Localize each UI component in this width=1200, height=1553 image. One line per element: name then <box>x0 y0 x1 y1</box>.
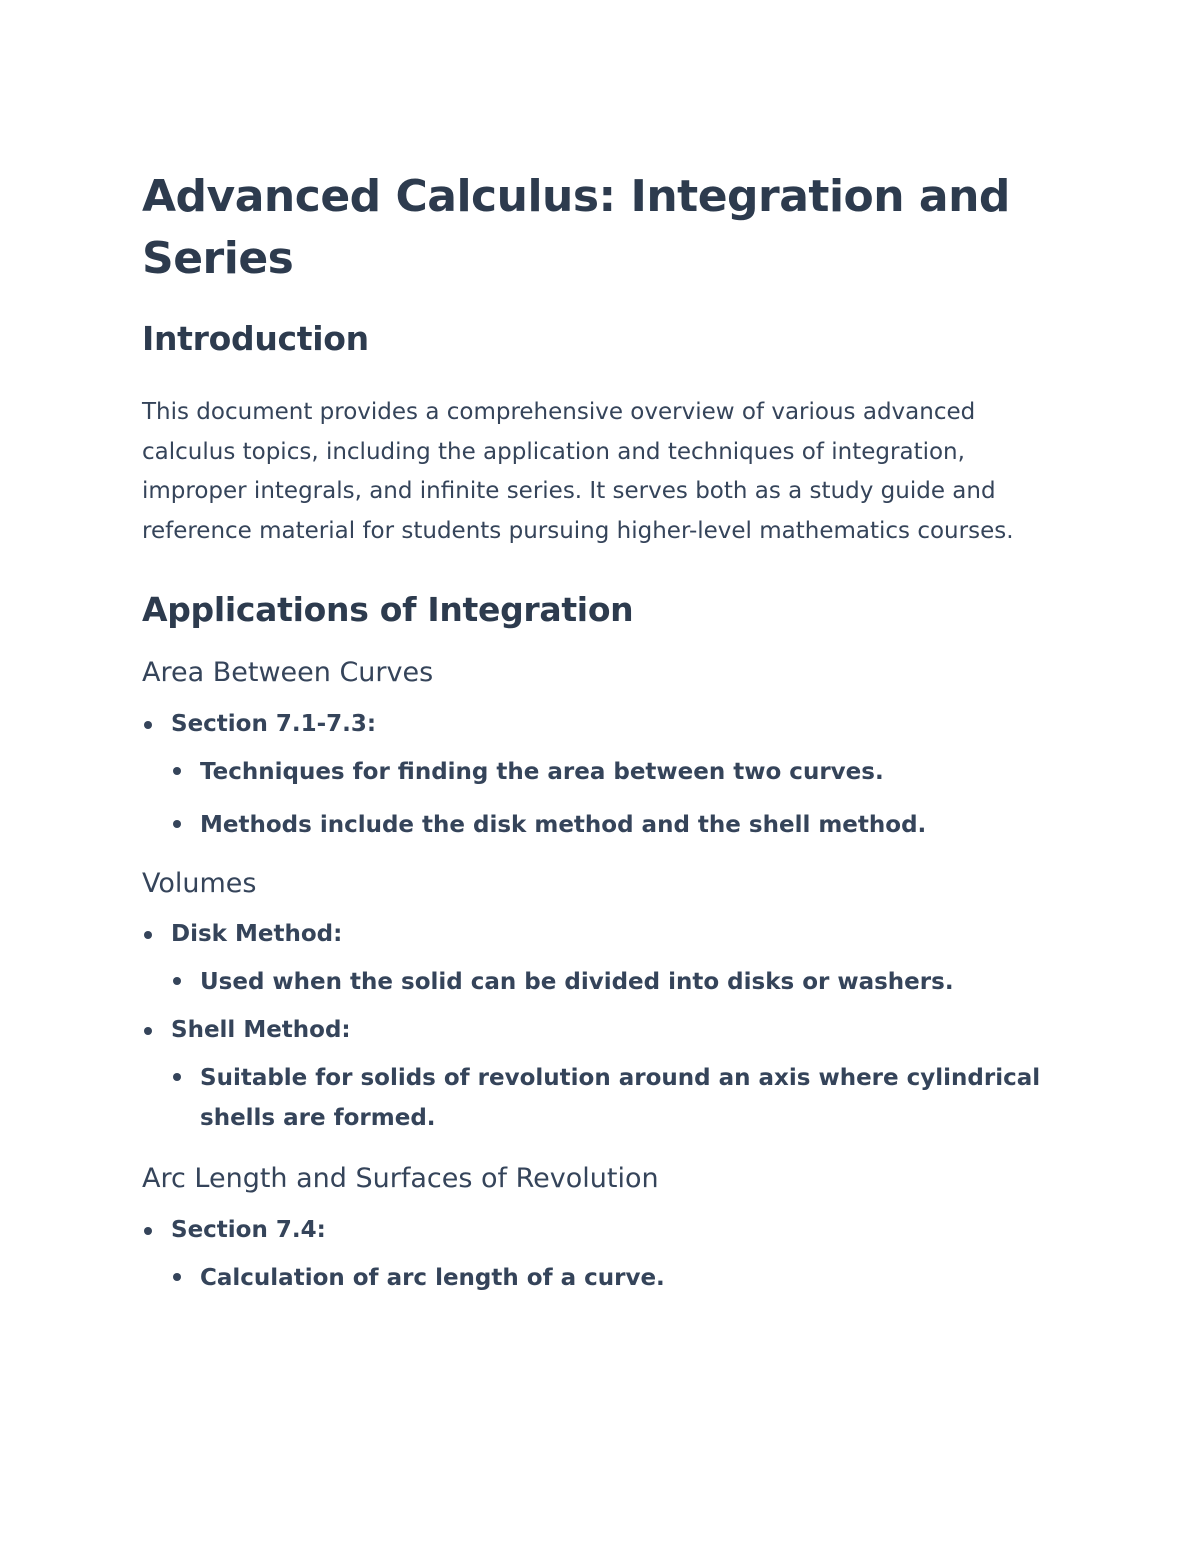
list-item <box>142 1058 1070 1138</box>
shell-method-label: Shell Method: <box>171 1017 351 1043</box>
area-between-curves-heading: Area Between Curves <box>142 657 434 688</box>
list-item-text: Suitable for solids of revolution around an axis where cylindrical shells are formed. <box>200 1065 1041 1131</box>
shell-sublist <box>171 1058 1070 1138</box>
section-label: Section 7.4: <box>171 1217 326 1243</box>
area-sublist <box>171 752 1070 845</box>
bullet-icon <box>173 1273 181 1281</box>
list-item <box>142 709 1070 845</box>
list-item <box>142 1258 1070 1298</box>
arc-list <box>142 1215 1070 1298</box>
list-item-text: Used when the solid can be divided into disks or washers. <box>200 969 954 995</box>
list-item <box>142 752 1070 792</box>
area-list <box>142 709 1070 845</box>
volumes-list <box>142 919 1070 1138</box>
bullet-icon <box>173 820 181 828</box>
bullet-icon <box>144 1027 152 1035</box>
list-item <box>142 962 1070 1002</box>
list-item-text: Calculation of arc length of a curve. <box>200 1265 665 1291</box>
introduction-paragraph: This document provides a comprehensive overview of various advanced calculus topics, including the application and techniques of integration, improper integrals, and infinite series. It serves both as a study guide and reference material for students pursuing higher-level mathematics courses. <box>142 399 1014 544</box>
bullet-icon <box>144 721 152 729</box>
list-item <box>142 1015 1070 1138</box>
bullet-icon <box>144 931 152 939</box>
list-item <box>142 805 1070 845</box>
arc-length-heading: Arc Length and Surfaces of Revolution <box>142 1163 659 1194</box>
disk-sublist <box>171 962 1070 1002</box>
applications-heading: Applications of Integration <box>142 590 634 629</box>
list-item-text: Methods include the disk method and the shell method. <box>200 812 927 838</box>
disk-method-label: Disk Method: <box>171 921 343 947</box>
section-label: Section 7.1-7.3: <box>171 711 377 737</box>
volumes-heading: Volumes <box>142 868 257 899</box>
list-item <box>142 919 1070 1002</box>
list-item <box>142 1215 1070 1298</box>
introduction-heading: Introduction <box>142 319 369 358</box>
bullet-icon <box>173 977 181 985</box>
bullet-icon <box>173 767 181 775</box>
bullet-icon <box>173 1073 181 1081</box>
document-title: Advanced Calculus: Integration and Series <box>142 171 1010 284</box>
arc-sublist <box>171 1258 1070 1298</box>
list-item-text: Techniques for finding the area between two curves. <box>200 759 884 785</box>
bullet-icon <box>144 1227 152 1235</box>
